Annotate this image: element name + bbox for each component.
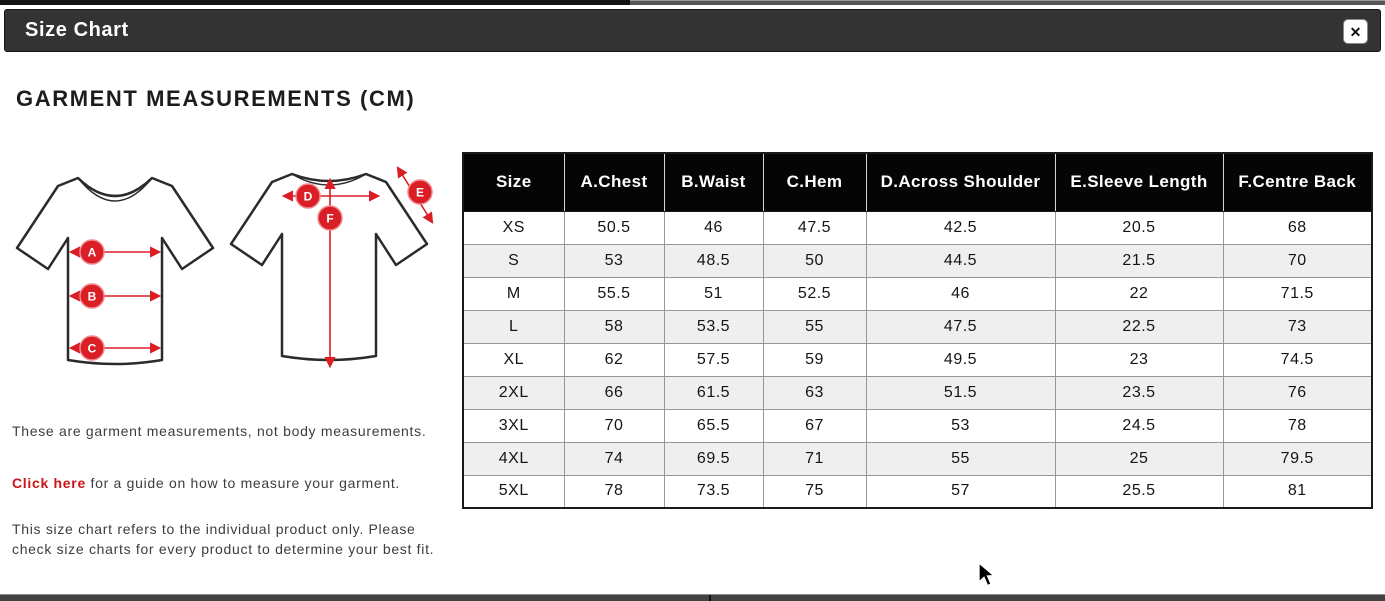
table-cell: 42.5	[866, 211, 1055, 244]
table-row-3xl	[463, 409, 1372, 442]
table-cell: 59	[763, 343, 866, 376]
svg-text:E: E	[415, 185, 425, 200]
table-cell: 73	[1223, 310, 1372, 343]
modal-header	[4, 9, 1381, 52]
column-header-centre-back: F.Centre Back	[1223, 153, 1372, 211]
table-cell: XL	[463, 343, 564, 376]
note-garment-measurements: These are garment measurements, not body measurements.	[12, 423, 427, 439]
table-cell: S	[463, 244, 564, 277]
table-cell: 47.5	[763, 211, 866, 244]
table-cell: 4XL	[463, 442, 564, 475]
table-cell: 69.5	[664, 442, 763, 475]
table-cell: L	[463, 310, 564, 343]
table-cell: 23	[1055, 343, 1223, 376]
note-individual-product: This size chart refers to the individual product only. Please check size charts for every product to determine your best fit.	[12, 521, 435, 557]
table-cell: 66	[564, 376, 664, 409]
table-cell: 79.5	[1223, 442, 1372, 475]
page-edge-strip-top-right	[630, 0, 1385, 5]
table-cell: 22	[1055, 277, 1223, 310]
size-chart-table	[462, 152, 1373, 509]
note-measure-guide-rest: for a guide on how to measure your garment.	[85, 475, 401, 491]
table-cell: 23.5	[1055, 376, 1223, 409]
table-cell: 74	[564, 442, 664, 475]
table-row-s	[463, 244, 1372, 277]
svg-text:D: D	[303, 189, 313, 204]
table-cell: 57.5	[664, 343, 763, 376]
table-cell: 53	[866, 409, 1055, 442]
table-cell: 81	[1223, 475, 1372, 508]
tshirt-front-diagram	[12, 162, 217, 377]
table-cell: 50	[763, 244, 866, 277]
table-cell: XS	[463, 211, 564, 244]
table-cell: 53	[564, 244, 664, 277]
table-cell: 74.5	[1223, 343, 1372, 376]
column-header-chest: A.Chest	[564, 153, 664, 211]
measure-label-e	[408, 180, 432, 204]
table-cell: 52.5	[763, 277, 866, 310]
table-cell: 71.5	[1223, 277, 1372, 310]
table-cell: 78	[1223, 409, 1372, 442]
table-cell: 47.5	[866, 310, 1055, 343]
table-row-4xl	[463, 442, 1372, 475]
table-cell: 57	[866, 475, 1055, 508]
mouse-cursor	[978, 562, 996, 588]
tshirt-back-diagram	[226, 160, 441, 378]
table-cell: 22.5	[1055, 310, 1223, 343]
table-cell: 70	[564, 409, 664, 442]
table-cell: 51	[664, 277, 763, 310]
measure-label-d	[296, 184, 320, 208]
measure-label-c	[80, 336, 104, 360]
svg-text:A: A	[87, 245, 97, 260]
table-cell: 21.5	[1055, 244, 1223, 277]
page-edge-strip-divider	[709, 595, 711, 601]
table-row-2xl	[463, 376, 1372, 409]
measure-label-b	[80, 284, 104, 308]
table-header-row	[463, 153, 1372, 211]
table-cell: 25.5	[1055, 475, 1223, 508]
table-cell: 70	[1223, 244, 1372, 277]
table-cell: 46	[866, 277, 1055, 310]
table-cell: 24.5	[1055, 409, 1223, 442]
table-cell: 55.5	[564, 277, 664, 310]
table-cell: 2XL	[463, 376, 564, 409]
table-cell: M	[463, 277, 564, 310]
section-heading: GARMENT MEASUREMENTS (CM)	[16, 86, 416, 111]
table-cell: 46	[664, 211, 763, 244]
table-cell: 68	[1223, 211, 1372, 244]
table-cell: 55	[866, 442, 1055, 475]
table-cell: 75	[763, 475, 866, 508]
table-row-xs	[463, 211, 1372, 244]
table-cell: 55	[763, 310, 866, 343]
table-cell: 51.5	[866, 376, 1055, 409]
table-row-m	[463, 277, 1372, 310]
svg-text:F: F	[326, 211, 334, 226]
table-cell: 44.5	[866, 244, 1055, 277]
table-cell: 78	[564, 475, 664, 508]
svg-text:B: B	[87, 289, 97, 304]
table-cell: 5XL	[463, 475, 564, 508]
column-header-size: Size	[463, 153, 564, 211]
table-cell: 61.5	[664, 376, 763, 409]
column-header-across-shoulder: D.Across Shoulder	[866, 153, 1055, 211]
table-cell: 20.5	[1055, 211, 1223, 244]
click-here-link[interactable]: Click here	[12, 475, 86, 491]
table-cell: 50.5	[564, 211, 664, 244]
table-cell: 76	[1223, 376, 1372, 409]
modal-title: Size Chart	[25, 19, 129, 41]
close-button[interactable]	[1343, 19, 1368, 44]
column-header-sleeve-length: E.Sleeve Length	[1055, 153, 1223, 211]
measure-label-a	[80, 240, 104, 264]
column-header-waist: B.Waist	[664, 153, 763, 211]
table-cell: 53.5	[664, 310, 763, 343]
page-edge-strip-bottom	[0, 594, 1385, 601]
table-cell: 25	[1055, 442, 1223, 475]
column-header-hem: C.Hem	[763, 153, 866, 211]
table-row-5xl	[463, 475, 1372, 508]
measure-label-f	[318, 206, 342, 230]
close-icon: ✕	[1349, 23, 1362, 40]
page-edge-strip-top-left	[0, 0, 630, 5]
table-cell: 49.5	[866, 343, 1055, 376]
table-cell: 67	[763, 409, 866, 442]
table-cell: 3XL	[463, 409, 564, 442]
note-measure-guide	[12, 474, 452, 494]
table-row-l	[463, 310, 1372, 343]
table-cell: 65.5	[664, 409, 763, 442]
table-row-xl	[463, 343, 1372, 376]
table-cell: 63	[763, 376, 866, 409]
table-cell: 48.5	[664, 244, 763, 277]
table-cell: 58	[564, 310, 664, 343]
table-cell: 62	[564, 343, 664, 376]
table-cell: 73.5	[664, 475, 763, 508]
table-cell: 71	[763, 442, 866, 475]
svg-text:C: C	[87, 341, 97, 356]
